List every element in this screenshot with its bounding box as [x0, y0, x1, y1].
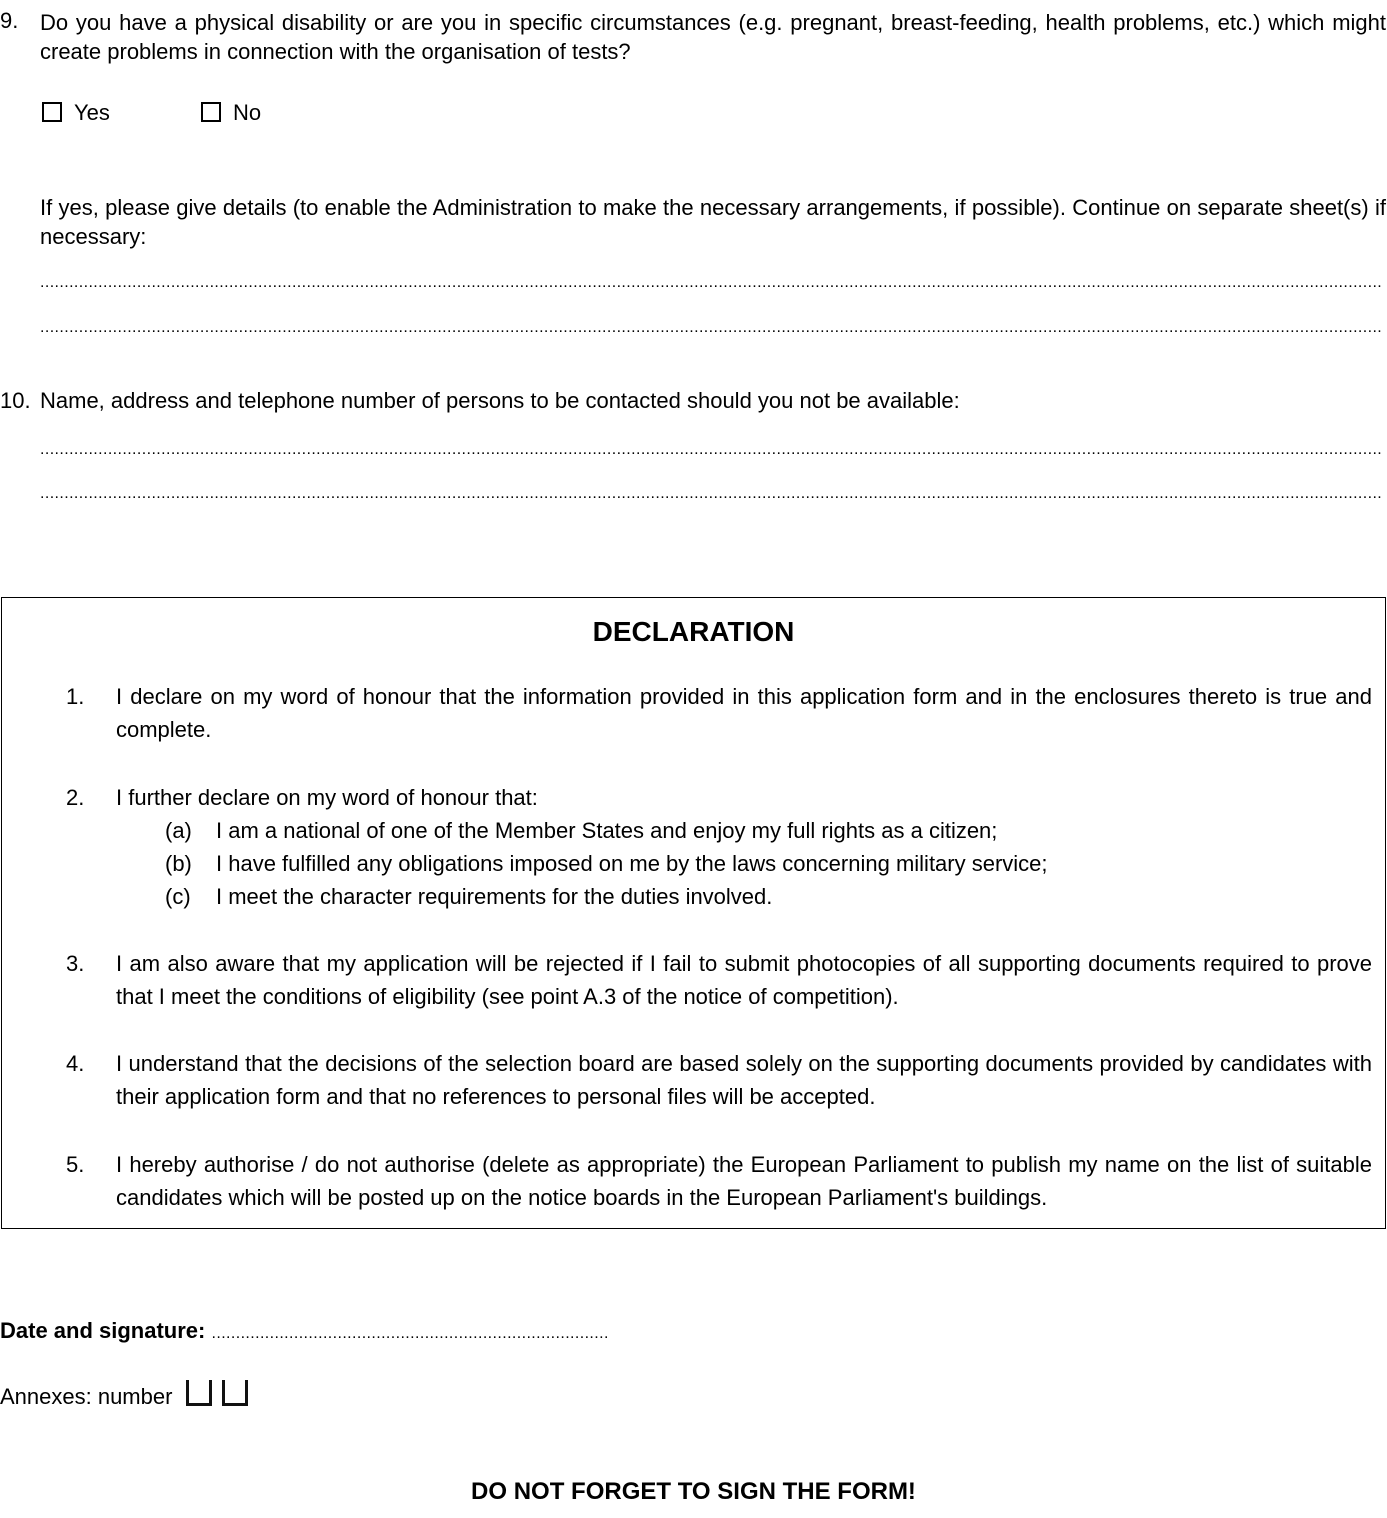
yes-label: Yes [74, 100, 110, 125]
declaration-subitem-c-text: I meet the character requirements for the duties involved. [216, 884, 773, 909]
question-10-text: Name, address and telephone number of persons to be contacted should you not be available: [40, 388, 960, 413]
declaration-item-1-text: I declare on my word of honour that the information provided in this application form and in the enclosures thereto is true and complete. [116, 684, 1372, 742]
no-label: No [233, 100, 262, 125]
declaration-item-2-number: 2. [66, 785, 85, 810]
question-10-answer-line-1[interactable] [40, 451, 1383, 457]
declaration-subitem-c-letter: (c) [165, 884, 191, 909]
question-9-text: Do you have a physical disability or are you in specific circumstances (e.g. pregnant, breast-feeding, health problems, etc.) which might create problems in connection with the organisation of tests? [40, 10, 1386, 64]
question-9-answer-line-1[interactable] [40, 284, 1383, 290]
declaration-subitem-b-letter: (b) [165, 851, 192, 876]
annexes-row [0, 1380, 258, 1410]
declaration-item-4-number: 4. [66, 1051, 85, 1076]
question-9-details-prompt: If yes, please give details (to enable the Administration to make the necessary arrangements, if possible). Continue on separate sheet(s) if necessary: [40, 195, 1386, 249]
declaration-item-2-text: I further declare on my word of honour that: [116, 785, 538, 810]
declaration-item-5-text: I hereby authorise / do not authorise (delete as appropriate) the European Parliament to publish my name on the list of suitable candidates which will be posted up on the notice boards in the European Parliament's buildings. [116, 1152, 1372, 1210]
question-10-answer-line-2[interactable] [40, 495, 1383, 501]
declaration-item-4-text: I understand that the decisions of the selection board are based solely on the supporting documents provided by candidates with their application form and that no references to personal files will be accepted. [116, 1051, 1372, 1109]
yes-checkbox[interactable] [42, 102, 62, 122]
declaration-item-5-number: 5. [66, 1152, 85, 1177]
declaration-title: DECLARATION [592, 616, 795, 647]
annex-digit-box-1[interactable] [186, 1380, 212, 1406]
annex-digit-box-2[interactable] [222, 1380, 248, 1406]
date-signature-field[interactable]: .................................................................................. [211, 1325, 609, 1342]
declaration-subitem-a-letter: (a) [165, 818, 192, 843]
option-no[interactable] [201, 100, 261, 126]
declaration-item-3-number: 3. [66, 951, 85, 976]
no-checkbox[interactable] [201, 102, 221, 122]
declaration-subitem-b-text: I have fulfilled any obligations imposed on me by the laws concerning military service; [216, 851, 1048, 876]
date-signature-row [0, 1318, 609, 1344]
sign-reminder: DO NOT FORGET TO SIGN THE FORM! [471, 1478, 916, 1505]
question-9-answer-line-2[interactable] [40, 329, 1383, 335]
declaration-item-1-number: 1. [66, 684, 85, 709]
declaration-item-3-text: I am also aware that my application will be rejected if I fail to submit photocopies of all supporting documents required to prove that I meet the conditions of eligibility (see point A.3 of the notice of competition). [116, 951, 1372, 1009]
option-yes[interactable] [42, 100, 110, 126]
declaration-subitem-a-text: I am a national of one of the Member States and enjoy my full rights as a citizen; [216, 818, 998, 843]
question-9-number: 9. [0, 8, 19, 33]
annexes-label: Annexes: number [0, 1384, 173, 1409]
date-signature-label: Date and signature: [0, 1318, 206, 1343]
question-10-number: 10. [0, 388, 31, 413]
